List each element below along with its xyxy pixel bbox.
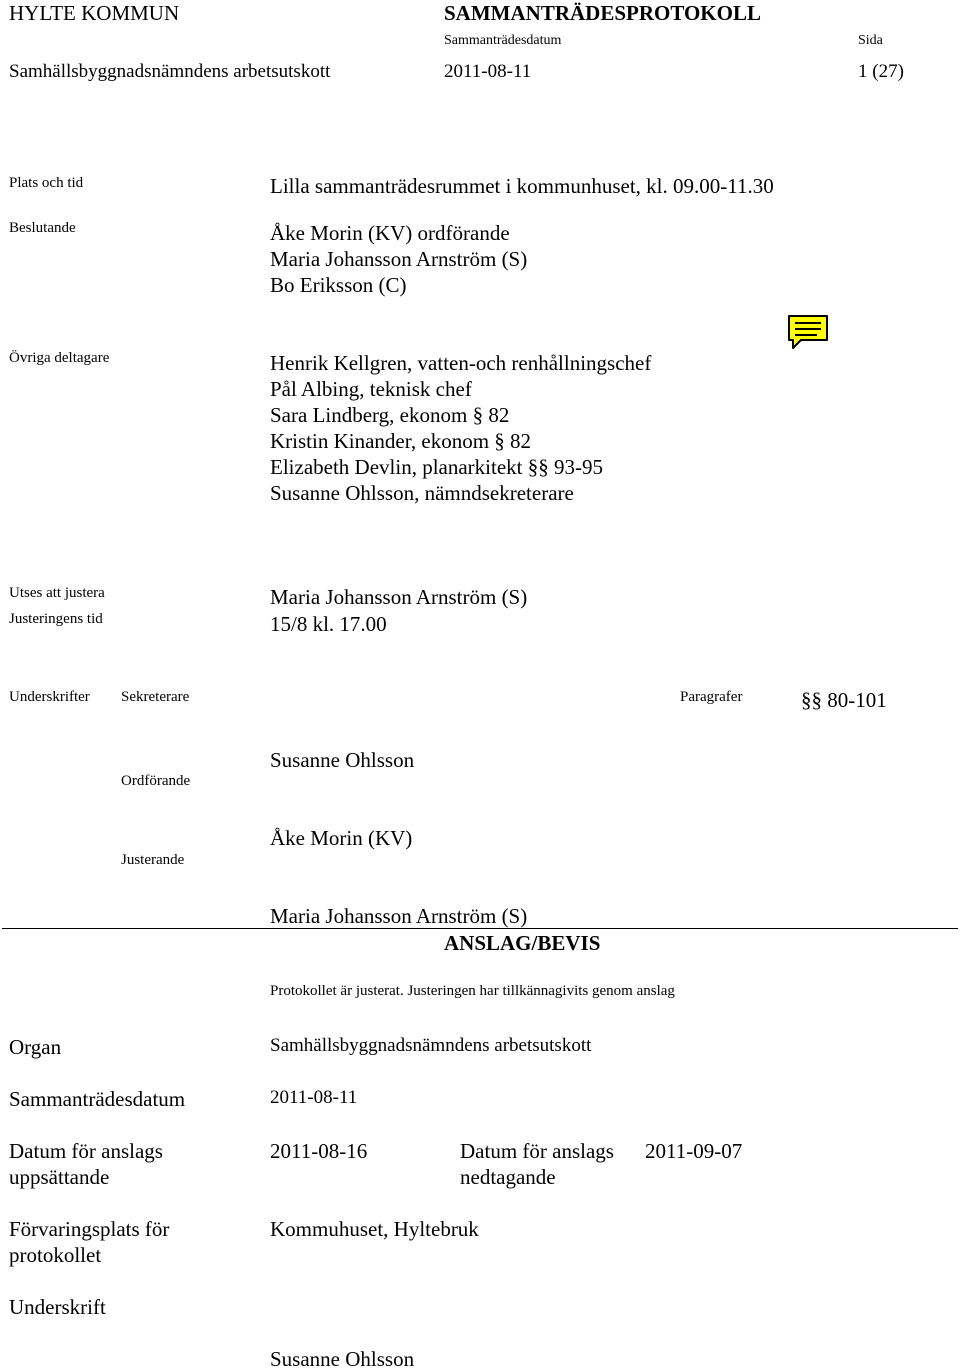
participant: Henrik Kellgren, vatten-och renhållningschef: [270, 351, 652, 375]
participant: Sara Lindberg, ekonom § 82: [270, 403, 510, 427]
adjuster-label: Justerande: [121, 852, 185, 868]
deciding-member: Maria Johansson Arnström (S): [270, 247, 528, 271]
chair-label: Ordförande: [121, 773, 191, 789]
header-page-label: Sida: [858, 33, 883, 48]
storage-label-line2: protokollet: [9, 1243, 102, 1267]
municipality-name: HYLTE KOMMUN: [9, 1, 180, 25]
adjust-value: Maria Johansson Arnström (S): [270, 585, 528, 609]
organ-label: Organ: [9, 1035, 62, 1059]
adjust-label: Utses att justera: [9, 585, 105, 601]
place-label: Plats och tid: [9, 175, 84, 191]
notice-date-label: Sammanträdesdatum: [9, 1087, 186, 1111]
posted-value: 2011-08-16: [270, 1139, 368, 1163]
document-type: SAMMANTRÄDESPROTOKOLL: [444, 1, 761, 25]
others-label: Övriga deltagare: [9, 350, 110, 366]
signature-name: Susanne Ohlsson: [270, 1347, 415, 1371]
removed-value: 2011-09-07: [645, 1139, 743, 1163]
storage-label-line1: Förvaringsplats för: [9, 1217, 170, 1241]
committee-name: Samhällsbyggnadsnämndens arbetsutskott: [9, 61, 331, 82]
organ-value: Samhällsbyggnadsnämndens arbetsutskott: [270, 1035, 592, 1056]
meeting-date: 2011-08-11: [444, 61, 532, 82]
secretary-name: Susanne Ohlsson: [270, 748, 415, 772]
paragraphs-label: Paragrafer: [680, 689, 743, 705]
participant: Elizabeth Devlin, planarkitekt §§ 93-95: [270, 455, 603, 479]
participant: Pål Albing, teknisk chef: [270, 377, 472, 401]
notice-date-value: 2011-08-11: [270, 1087, 358, 1108]
adjust-time-value: 15/8 kl. 17.00: [270, 612, 387, 636]
secretary-label: Sekreterare: [121, 689, 190, 705]
participant: Kristin Kinander, ekonom § 82: [270, 429, 532, 453]
notice-subtitle: Protokollet är justerat. Justeringen har tillkännagivits genom anslag: [270, 983, 675, 999]
chair-name: Åke Morin (KV): [270, 826, 413, 850]
paragraphs-value: §§ 80-101: [801, 688, 887, 712]
posted-label-line1: Datum för anslags: [9, 1139, 163, 1163]
notice-title: ANSLAG/BEVIS: [444, 931, 601, 955]
adjuster-name: Maria Johansson Arnström (S): [270, 904, 528, 928]
deciding-member: Åke Morin (KV) ordförande: [270, 221, 510, 245]
removed-label-line2: nedtagande: [460, 1165, 556, 1189]
comment-note-icon[interactable]: [787, 314, 829, 350]
header-date-label: Sammanträdesdatum: [444, 33, 562, 48]
adjust-time-label: Justeringens tid: [9, 611, 103, 627]
place-value: Lilla sammanträdesrummet i kommunhuset, kl. 09.00-11.30: [270, 174, 774, 198]
deciding-member: Bo Eriksson (C): [270, 273, 407, 297]
posted-label-line2: uppsättande: [9, 1165, 110, 1189]
removed-label-line1: Datum för anslags: [460, 1139, 614, 1163]
signature-label: Underskrift: [9, 1295, 106, 1319]
section-divider: [2, 928, 958, 929]
storage-value: Kommuhuset, Hyltebruk: [270, 1217, 479, 1241]
page-number: 1 (27): [858, 61, 904, 82]
signatures-label: Underskrifter: [9, 689, 90, 705]
deciding-label: Beslutande: [9, 220, 76, 236]
participant: Susanne Ohlsson, nämndsekreterare: [270, 481, 574, 505]
